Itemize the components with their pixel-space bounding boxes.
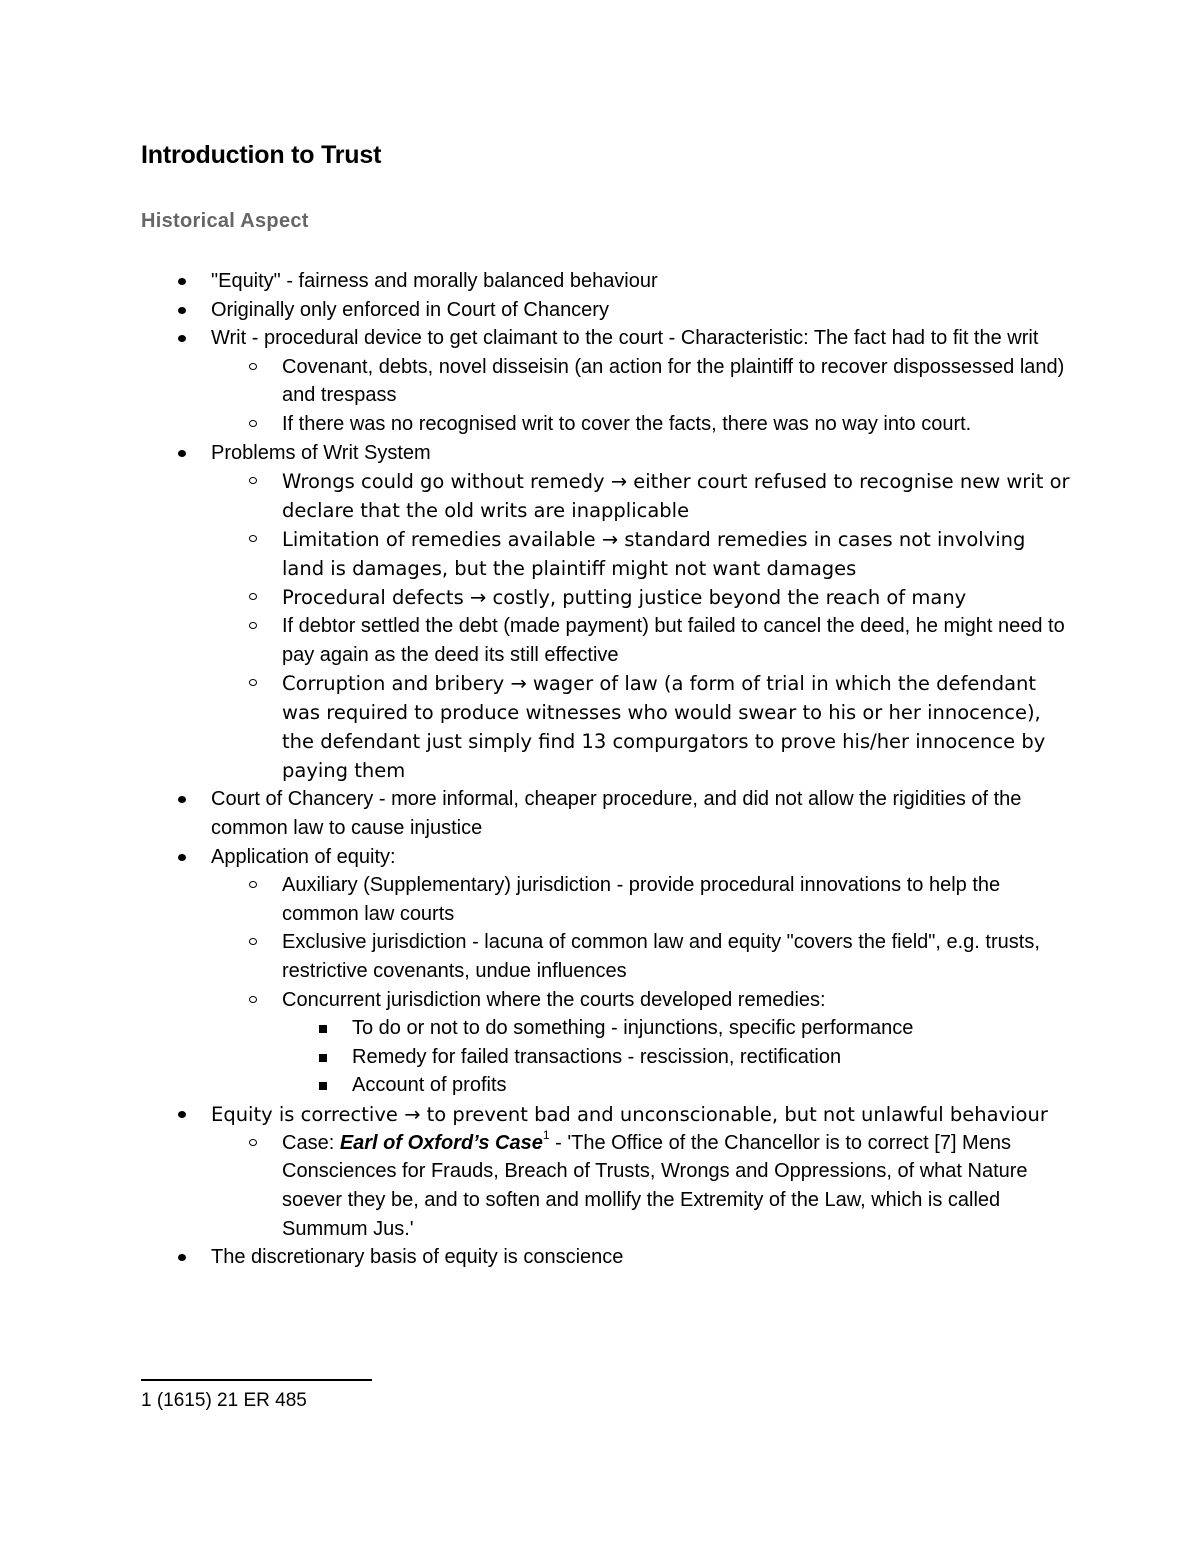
list-item — [0, 324, 1071, 353]
bullet-circle-icon — [249, 881, 257, 888]
list-item — [0, 1100, 1071, 1129]
case-name: Earl of Oxford’s Case — [339, 1131, 543, 1154]
bullet-circle-icon — [249, 679, 257, 686]
bullet-circle-icon — [249, 535, 257, 542]
list-item-text: The discretionary basis of equity is conscience — [211, 1246, 624, 1269]
bullet-circle-icon — [249, 1139, 257, 1146]
list-item — [0, 439, 1071, 468]
sub-list-item — [0, 467, 1072, 525]
list-item-text: Writ - procedural device to get claimant to the court - Characteristic: The fact had to fit the writ — [211, 327, 1039, 350]
list-item-text: Court of Chancery - more informal, cheaper procedure, and did not allow the rigidities of the common law to cause injustice — [211, 788, 1022, 839]
bullet-circle-icon — [249, 622, 257, 629]
sub-list-item — [0, 525, 1072, 583]
case-quote: - 'The Office of the Chancellor is to correct [7] Mens Consciences for Frauds, Breach of Trusts, Wrongs and Oppressions, of what Nature soever they be, and to soften and mollify the Extremity of the Law, which is called Summum Jus.' — [282, 1131, 1028, 1240]
bullet-square-icon — [319, 1025, 327, 1033]
bullet-disc-icon — [178, 307, 186, 314]
sub-list-item — [0, 410, 1072, 439]
bullet-circle-icon — [249, 420, 257, 427]
bullet-disc-icon — [178, 854, 186, 861]
list-item-text: Procedural defects → costly, putting justice beyond the reach of many — [282, 586, 967, 610]
sub-list-item — [0, 353, 1072, 410]
list-item — [0, 785, 1071, 842]
bullet-circle-icon — [249, 477, 257, 484]
sub-list-item — [0, 928, 1072, 985]
list-item-text: Wrongs could go without remedy → either court refused to recognise new writ or declare that the old writs are inapplicable — [282, 470, 1070, 523]
sub-list-item — [0, 986, 1072, 1015]
bullet-circle-icon — [249, 996, 257, 1003]
list-item-text: Exclusive jurisdiction - lacuna of common law and equity "covers the field", e.g. trusts, restrictive covenants, undue influences — [282, 931, 1040, 982]
footnote-separator — [141, 1379, 372, 1381]
list-item-text: Application of equity: — [211, 845, 396, 868]
list-item-text: Equity is corrective → to prevent bad and unconscionable, but not unlawful behaviour — [211, 1102, 1048, 1126]
section-heading: Historical Aspect — [141, 210, 309, 232]
sub-sub-list-item — [0, 1014, 1072, 1043]
bullet-disc-icon — [178, 335, 186, 342]
bullet-disc-icon — [178, 278, 186, 285]
list-item — [0, 843, 1071, 872]
footnote-ref[interactable]: 1 — [542, 1128, 550, 1143]
list-item-text: Auxiliary (Supplementary) jurisdiction - provide procedural innovations to help the common law courts — [282, 874, 1001, 925]
bullet-disc-icon — [178, 796, 186, 803]
list-item-text: Account of profits — [352, 1074, 507, 1097]
list-item-text: If there was no recognised writ to cover the facts, there was no way into court. — [282, 412, 972, 435]
bullet-disc-icon — [178, 1111, 186, 1118]
list-item-text: Remedy for failed transactions - rescission, rectification — [352, 1045, 842, 1068]
bullet-square-icon — [319, 1082, 327, 1090]
sub-list-item — [0, 583, 1072, 612]
list-item-text: Concurrent jurisdiction where the courts developed remedies: — [282, 988, 826, 1011]
list-item — [0, 1243, 1071, 1272]
sub-list-item — [0, 669, 1072, 785]
bullet-disc-icon — [178, 1254, 186, 1261]
bullet-circle-icon — [249, 593, 257, 600]
bullet-circle-icon — [249, 938, 257, 945]
list-item-text: Limitation of remedies available → standard remedies in cases not involving land is damages, but the plaintiff might not want damages — [282, 528, 1026, 581]
bullet-list — [0, 267, 1200, 1272]
page-title: Introduction to Trust — [141, 141, 382, 169]
list-item-text: Covenant, debts, novel disseisin (an action for the plaintiff to recover dispossessed land) and trespass — [282, 355, 1065, 407]
case-prefix: Case: — [282, 1131, 340, 1154]
sub-list-item — [0, 871, 1072, 928]
sub-list-item — [0, 1129, 1072, 1243]
list-item-text: Problems of Writ System — [211, 441, 431, 464]
sub-list-item — [0, 612, 1072, 669]
list-item-text: Corruption and bribery → wager of law (a form of trial in which the defendant was required to produce witnesses who would swear to his or her innocence), the defendant just simply find 13 compurgators to prove his/her innocence by paying them — [282, 672, 1046, 783]
case-citation — [282, 1129, 1072, 1243]
bullet-circle-icon — [249, 363, 257, 370]
bullet-disc-icon — [178, 450, 186, 457]
sub-sub-list-item — [0, 1043, 1072, 1072]
bullet-square-icon — [319, 1054, 327, 1062]
footnote: 1 (1615) 21 ER 485 — [141, 1390, 307, 1411]
list-item-text: Originally only enforced in Court of Chancery — [211, 298, 609, 321]
list-item-text: To do or not to do something - injunctions, specific performance — [352, 1017, 914, 1040]
list-item — [0, 296, 1071, 325]
list-item-text: "Equity" - fairness and morally balanced behaviour — [211, 270, 658, 292]
list-item — [0, 267, 1071, 296]
list-item-text: If debtor settled the debt (made payment) but failed to cancel the deed, he might need to pay again as the deed its still effective — [282, 615, 1065, 666]
sub-sub-list-item — [0, 1071, 1072, 1100]
